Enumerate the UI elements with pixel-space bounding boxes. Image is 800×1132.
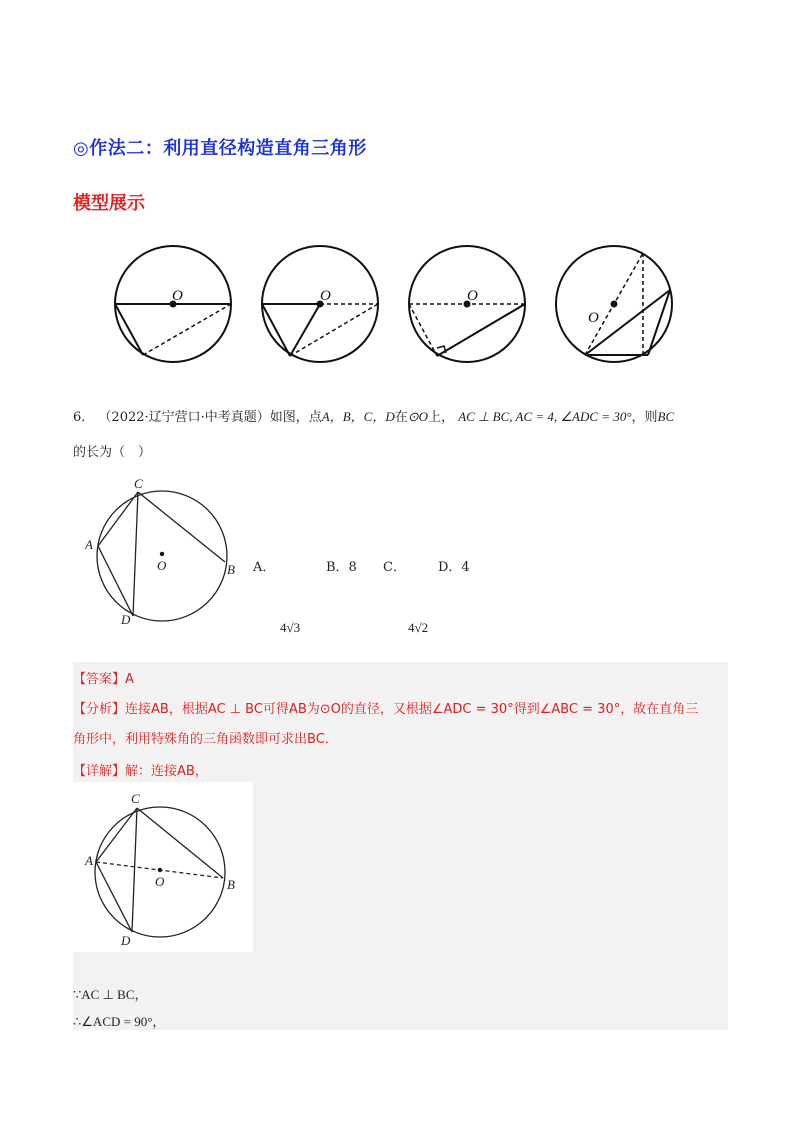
solution-step-1: ∵AC ⊥ BC， (73, 987, 148, 1002)
answer-tag: 【答案】 (73, 672, 126, 687)
question-number: 6． (73, 410, 95, 425)
question-points: A，B，C，D (321, 409, 395, 424)
question-target: BC (657, 409, 675, 424)
detail-tag: 【详解】 (73, 764, 126, 779)
answer-value: A (125, 672, 134, 687)
question-line-2: 的长为（ ） (73, 445, 152, 460)
analysis-text-1: 连接AB，根据AC ⊥ BC可得AB为⊙O的直径，又根据∠ADC = 30°得到∠ABC = 30°，故在直角三 (125, 702, 699, 717)
section-heading: ◎作法二：利用直径构造直角三角形 (73, 138, 367, 159)
figure-label-c: C (134, 478, 143, 491)
model-figure-2 (262, 246, 378, 362)
analysis-line-2: 角形中，利用特殊角的三角函数即可求出BC． (73, 732, 338, 747)
solution-label-c: C (131, 791, 140, 806)
model-figures (100, 238, 690, 368)
question-text-d: ，则 (631, 410, 658, 425)
model-label-1: O (172, 288, 183, 304)
analysis-line-1 (73, 698, 698, 717)
figure-label-b: B (227, 562, 235, 577)
figure-label-a: A (85, 537, 93, 552)
option-a: A． (253, 560, 276, 575)
model-figure-1 (115, 246, 231, 362)
option-d: D．4 (438, 560, 470, 575)
solution-label-a: A (85, 853, 93, 868)
option-a-value: 4√3 (280, 620, 301, 635)
question-line-1 (73, 407, 674, 428)
question-text-a: 如图，点 (269, 410, 322, 425)
solution-label-o: O (155, 874, 165, 889)
detail-text: 解：连接AB， (125, 764, 208, 779)
model-label-2: O (320, 288, 331, 304)
option-b: B．8 (326, 560, 357, 575)
model-label-4: O (588, 310, 599, 326)
question-source: （2022·辽宁营口·中考真题） (98, 410, 270, 425)
model-figure-3 (409, 246, 525, 362)
figure-label-o: O (157, 558, 167, 573)
analysis-tag: 【分析】 (73, 702, 126, 717)
solution-label-b: B (227, 877, 235, 892)
solution-label-d: D (121, 933, 131, 948)
solution-figure (80, 790, 250, 950)
question-figure (85, 478, 245, 628)
solution-step-2: ∴∠ACD = 90°， (73, 1014, 166, 1029)
option-c-value: 4√2 (408, 620, 429, 635)
model-label-3: O (467, 288, 478, 304)
model-figure-4 (556, 246, 672, 362)
question-text-c: 上， (428, 410, 455, 425)
detail-line (73, 760, 208, 779)
question-circle: ⊙O (407, 409, 429, 424)
answer-line (73, 668, 134, 687)
question-condition: AC ⊥ BC, AC = 4, ∠ADC = 30° (458, 409, 632, 424)
model-heading: 模型展示 (73, 193, 145, 214)
option-c: C． (383, 560, 406, 575)
figure-label-d: D (121, 612, 131, 627)
question-text-b: 在 (394, 410, 408, 425)
